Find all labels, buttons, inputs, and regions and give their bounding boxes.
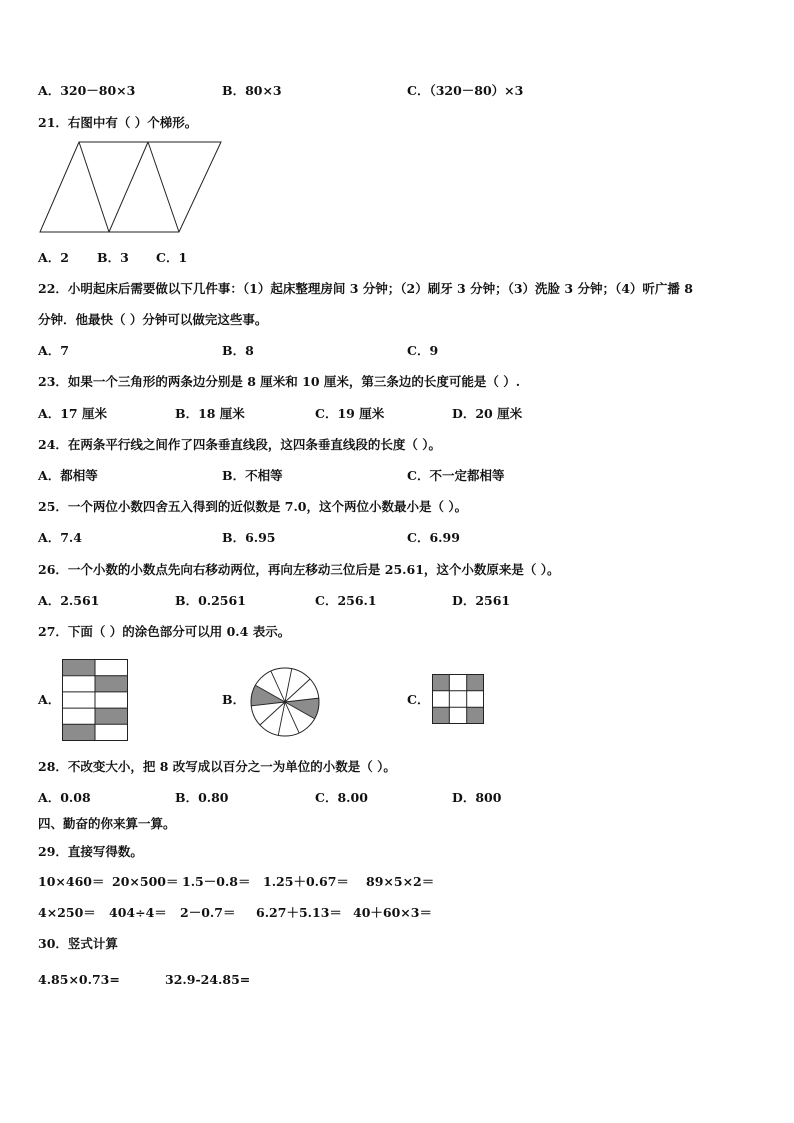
q27-option-b: B． [222, 692, 246, 707]
shaded-cell [62, 659, 95, 675]
q27-figure-a-grid [62, 659, 128, 741]
q22-option-a: A．7 [38, 343, 69, 358]
q29-item: 6.27＋5.13＝ [256, 905, 342, 920]
shaded-cell [432, 674, 449, 691]
q22-option-b: B．8 [222, 343, 254, 358]
q26-option-a: A．2.561 [38, 593, 100, 608]
q22-option-c: C．9 [407, 343, 439, 358]
shaded-cell [467, 674, 484, 691]
q28-stem: 28．不改变大小，把 8 改写成以百分之一为单位的小数是（ ）。 [38, 759, 396, 774]
shaded-cell [62, 724, 95, 740]
q29-item: 4×250＝ [38, 905, 96, 920]
q30-stem: 30．竖式计算 [38, 936, 118, 951]
q23-option-d: D．20 厘米 [452, 406, 523, 421]
q22-stem-line1: 22．小明起床后需要做以下几件事：（1）起床整理房间 3 分钟；（2）刷牙 3 分钟；（3）洗脸 3 分钟；（4）听广播 8 [38, 281, 693, 296]
q23-option-c: C．19 厘米 [315, 406, 385, 421]
q30-item: 32.9-24.85= [165, 972, 251, 987]
q26-option-c: C．256.1 [315, 593, 377, 608]
q20-option-b: B．80×3 [222, 83, 282, 98]
q21-stem: 21．右图中有（ ）个梯形。 [38, 115, 198, 130]
q24-option-c: C．不一定都相等 [407, 468, 505, 483]
shaded-cell [95, 675, 128, 691]
shaded-cell [95, 708, 128, 724]
q25-option-a: A．7.4 [38, 530, 82, 545]
q28-option-b: B．0.80 [175, 790, 229, 805]
q27-stem: 27．下面（ ）的涂色部分可以用 0.4 表示。 [38, 624, 291, 639]
q25-option-c: C．6.99 [407, 530, 460, 545]
q21-option-b: B．3 [97, 250, 129, 265]
q27-option-a: A． [38, 692, 61, 707]
q25-stem: 25．一个两位小数四舍五入得到的近似数是 7.0，这个两位小数最小是（ ）。 [38, 499, 468, 514]
q25-option-b: B．6.95 [222, 530, 276, 545]
shaded-cell [467, 707, 484, 724]
q28-option-c: C．8.00 [315, 790, 368, 805]
q23-option-a: A．17 厘米 [38, 406, 107, 421]
q23-stem: 23．如果一个三角形的两条边分别是 8 厘米和 10 厘米，第三条边的长度可能是（ ）. [38, 374, 521, 389]
q26-option-d: D．2561 [452, 593, 511, 608]
q30-item: 4.85×0.73= [38, 972, 120, 987]
q29-item: 404÷4＝ [109, 905, 167, 920]
q24-option-a: A．都相等 [38, 468, 98, 483]
q22-stem-line2: 分钟．他最快（ ）分钟可以做完这些事。 [38, 312, 268, 327]
q29-item: 20×500＝ [112, 874, 179, 889]
q27-option-c: C． [407, 692, 430, 707]
q28-option-d: D．800 [452, 790, 502, 805]
q23-option-b: B．18 厘米 [175, 406, 245, 421]
trapezoid-figure [38, 140, 224, 235]
q26-stem: 26．一个小数的小数点先向右移动两位，再向左移动三位后是 25.61，这个小数原来是（ ）。 [38, 562, 560, 577]
section-4-heading: 四、勤奋的你来算一算。 [38, 816, 176, 831]
q20-option-a: A．320－80×3 [38, 83, 136, 98]
q20-option-c: C．（320－80）×3 [407, 83, 524, 98]
q29-item: 1.5－0.8＝ [182, 874, 251, 889]
q24-option-b: B．不相等 [222, 468, 283, 483]
q26-option-b: B．0.2561 [175, 593, 246, 608]
q27-figure-c-grid [432, 674, 484, 724]
q29-item: 10×460＝ [38, 874, 105, 889]
q29-item: 40＋60×3＝ [353, 905, 432, 920]
q24-stem: 24．在两条平行线之间作了四条垂直线段，这四条垂直线段的长度（ ）。 [38, 437, 441, 452]
q21-option-a: A．2 [38, 250, 69, 265]
shaded-cell [432, 707, 449, 724]
q29-item: 2－0.7＝ [180, 905, 236, 920]
q28-option-a: A．0.08 [38, 790, 91, 805]
q21-option-c: C．1 [156, 250, 188, 265]
q29-item: 1.25＋0.67＝ [263, 874, 349, 889]
q29-item: 89×5×2＝ [366, 874, 435, 889]
q27-figure-b-circle [249, 666, 321, 738]
q29-stem: 29．直接写得数。 [38, 844, 143, 859]
